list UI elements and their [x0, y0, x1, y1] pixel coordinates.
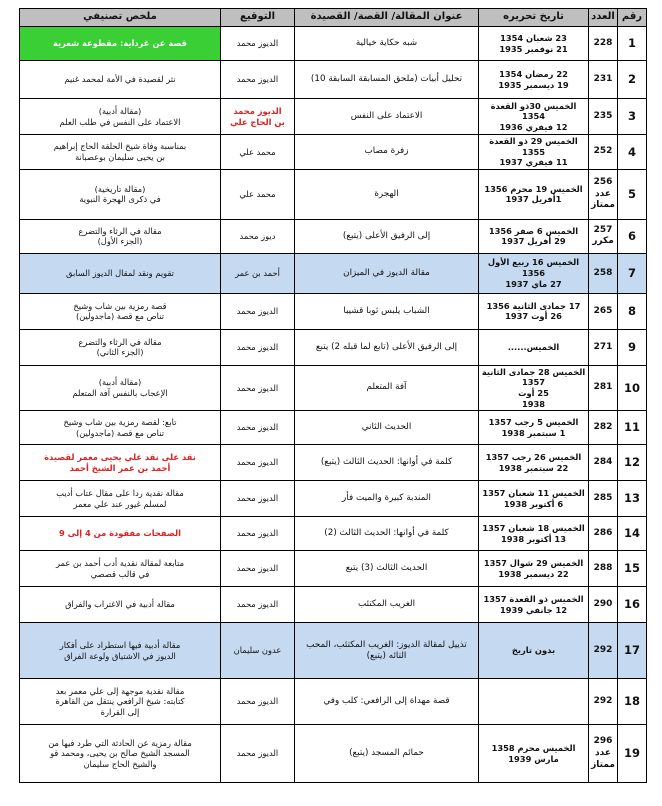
article-title: كلمة في أوانها: الحديث الثالث (يتبع) [295, 445, 479, 481]
table-row [20, 329, 647, 365]
header-summary: ملخص تصنيفي [20, 9, 221, 27]
table-row [20, 293, 647, 329]
table-row [20, 481, 647, 517]
signature: عدون سليمان [221, 623, 295, 679]
signature: الديوز محمد [221, 551, 295, 587]
classification-summary: مقالة في الرثاء والتضرع (الجزء الأول) [20, 219, 221, 253]
table-row [20, 411, 647, 445]
classification-summary: قصة عن غرداية: مقطوعة شعرية [20, 27, 221, 61]
issue-number: 286 [589, 517, 618, 551]
date-written: الخميس 19 محرم 1356 1أفريل 1937 [479, 169, 589, 219]
date-written: 23 شعبان 1354 21 نوفمبر 1935 [479, 27, 589, 61]
row-number: 3 [618, 99, 647, 135]
row-number: 18 [618, 679, 647, 725]
date-written: الخميس 30ذو القعدة 1354 12 فيفري 1936 [479, 99, 589, 135]
issue-number: 284 [589, 445, 618, 481]
table-row [20, 27, 647, 61]
issue-number: 288 [589, 551, 618, 587]
classification-summary: نقد على نقد علي يحيى معمر لقصيدة أحمد بن عمر الشيخ أحمد [20, 445, 221, 481]
article-title: الشباب يلبس ثوبا قشيبا [295, 293, 479, 329]
classification-summary: مقالة نقدية ردا على مقال عتاب أديب لمسلم غيور عند علي معمر [20, 481, 221, 517]
signature: الديوز محمد [221, 293, 295, 329]
table-row [20, 365, 647, 410]
date-written: الخميس 16 ربيع الأول 1356 27 ماي 1937 [479, 253, 589, 293]
row-number: 2 [618, 61, 647, 99]
table-row [20, 623, 647, 679]
signature: الديوز محمد [221, 587, 295, 623]
signature: الديوز محمد [221, 27, 295, 61]
signature: ديوز محمد [221, 219, 295, 253]
article-title: حمائم المسجد (يتبع) [295, 725, 479, 783]
issue-number: 282 [589, 411, 618, 445]
signature: محمد علي [221, 169, 295, 219]
classification-summary: نثر لقصيدة في الأمة لمحمد غنيم [20, 61, 221, 99]
table-row [20, 725, 647, 783]
issue-number: 265 [589, 293, 618, 329]
classification-summary: متابعة لمقالة نقدية أدب أحمد بن عمر في قالب قصصي [20, 551, 221, 587]
classification-summary: مقالة في الرثاء والتضرع (الجزء الثاني) [20, 329, 221, 365]
classification-summary: تابع: لقصة رمزية بين شاب وشيخ تناص مع قصة (ماجدولين) [20, 411, 221, 445]
header-title: عنوان المقالة/ القصة/ القصيدة [295, 9, 479, 27]
header-signature: التوقيع [221, 9, 295, 27]
classification-summary: مقالة أدبية فيها استطراد على أفكار الديوز في الاشتياق ولوعة الفراق [20, 623, 221, 679]
issue-number: 228 [589, 27, 618, 61]
article-title: شبه حكاية خيالية [295, 27, 479, 61]
article-title: الحديث الثاني [295, 411, 479, 445]
signature: الديوز محمد [221, 481, 295, 517]
date-written: الخميس 26 رجب 1357 22 سبتمبر 1938 [479, 445, 589, 481]
classification-summary: مقالة أدبية في الاغتراب والفراق [20, 587, 221, 623]
classification-summary: بمناسبة وفاة شيخ الحلقة الحاج إبراهيم بن يحيى سليمان بوعصبانة [20, 135, 221, 170]
signature: الديوز محمد [221, 61, 295, 99]
issue-number: 257 مكرر [589, 219, 618, 253]
signature: محمد علي [221, 135, 295, 170]
table-row [20, 135, 647, 170]
classification-summary: قصة رمزية بين شاب وشيخ تناص مع قصة (ماجدولين) [20, 293, 221, 329]
table-row [20, 61, 647, 99]
row-number: 6 [618, 219, 647, 253]
table-row [20, 169, 647, 219]
date-written: الخميس 28 جمادى الثانية 1357 25 أوت 1938 [479, 365, 589, 410]
issue-number: 285 [589, 481, 618, 517]
article-title: قصة مهداة إلى الرافعي: كلب وفي [295, 679, 479, 725]
header-issue: العدد [589, 9, 618, 27]
row-number: 4 [618, 135, 647, 170]
classification-summary: (مقالة أدبية) الإعجاب بالنفس آفة المتعلم [20, 365, 221, 410]
row-number: 19 [618, 725, 647, 783]
article-title: إلى الرفيق الأعلى (يتبع) [295, 219, 479, 253]
row-number: 13 [618, 481, 647, 517]
issue-number: 256 عدد ممتاز [589, 169, 618, 219]
signature: الديوز محمد [221, 411, 295, 445]
article-title: مقالة الديوز في الميزان [295, 253, 479, 293]
signature: الديوز محمد [221, 329, 295, 365]
table-row [20, 587, 647, 623]
article-title: تذييل لمقالة الديوز: الغريب المكتئب، المحب التائه (يتبع) [295, 623, 479, 679]
signature: الديوز محمد بن الحاج علي [221, 99, 295, 135]
classification-summary: مقالة رمزية عن الحادثة التي طرد فيها من المسجد الشيخ صالح بن يحيى، ومحمد قو والشيخ الحاج سليمان [20, 725, 221, 783]
signature: الديوز محمد [221, 517, 295, 551]
classification-summary: (مقالة أدبية) الاعتماد على النفس في طلب العلم [20, 99, 221, 135]
issue-number: 281 [589, 365, 618, 410]
date-written: الخميس...... [479, 329, 589, 365]
issue-number: 271 [589, 329, 618, 365]
row-number: 15 [618, 551, 647, 587]
article-title: المندبة كبيرة والميت فأر [295, 481, 479, 517]
table-row [20, 679, 647, 725]
classification-summary: تقويم ونقد لمقال الديوز السابق [20, 253, 221, 293]
row-number: 7 [618, 253, 647, 293]
article-title: آفة المتعلم [295, 365, 479, 410]
table-row [20, 517, 647, 551]
article-title: تحليل أبيات (ملحق المسابقة السابقة 10) [295, 61, 479, 99]
article-title: الحديث الثالث (3) يتبع [295, 551, 479, 587]
issue-number: 296 عدد ممتاز [589, 725, 618, 783]
header-date: تاريخ تحريره [479, 9, 589, 27]
table-row [20, 551, 647, 587]
date-written: بدون تاريخ [479, 623, 589, 679]
date-written: الخميس 18 شعبان 1357 13 أكتوبر 1938 [479, 517, 589, 551]
date-written: الخميس 11 شعبان 1357 6 أكتوبر 1938 [479, 481, 589, 517]
date-written: الخميس 6 صفر 1356 29 أفريل 1937 [479, 219, 589, 253]
date-written [479, 679, 589, 725]
row-number: 11 [618, 411, 647, 445]
classification-summary: (مقالة تاريخية) في ذكرى الهجرة النبوية [20, 169, 221, 219]
signature: الديوز محمد [221, 679, 295, 725]
row-number: 9 [618, 329, 647, 365]
signature: الديوز محمد [221, 445, 295, 481]
signature: أحمد بن عمر [221, 253, 295, 293]
articles-table [19, 8, 647, 783]
issue-number: 292 [589, 679, 618, 725]
issue-number: 258 [589, 253, 618, 293]
issue-number: 252 [589, 135, 618, 170]
date-written: الخميس ذو القعدة 1357 12 جانفي 1939 [479, 587, 589, 623]
article-title: زفرة مصاب [295, 135, 479, 170]
article-title: إلى الرفيق الأعلى (تابع لما قبله 2) يتبع [295, 329, 479, 365]
date-written: الخميس 5 رجب 1357 1 سبتمبر 1938 [479, 411, 589, 445]
row-number: 12 [618, 445, 647, 481]
row-number: 17 [618, 623, 647, 679]
signature: الديوز محمد [221, 725, 295, 783]
date-written: 17 جمادى الثانية 1356 26 أوت 1937 [479, 293, 589, 329]
article-title: كلمة في أوانها: الحديث الثالث (2) [295, 517, 479, 551]
article-title: الهجرة [295, 169, 479, 219]
row-number: 8 [618, 293, 647, 329]
table-row [20, 253, 647, 293]
issue-number: 235 [589, 99, 618, 135]
date-written: 22 رمضان 1354 19 ديسمبر 1935 [479, 61, 589, 99]
table-body [20, 27, 647, 783]
classification-summary: مقالة نقدية موجهة إلى علي معمر بعد كتابته: شيخ الرافعي ينتقل من القاهرة إلى القرارة [20, 679, 221, 725]
date-written: الخميس 29 شوال 1357 22 ديسمبر 1938 [479, 551, 589, 587]
date-written: الخميس 29 ذو القعدة 1355 11 فيفري 1937 [479, 135, 589, 170]
issue-number: 231 [589, 61, 618, 99]
date-written: الخميس محرم 1358 مارس 1939 [479, 725, 589, 783]
row-number: 10 [618, 365, 647, 410]
header-row [20, 9, 647, 27]
table-row [20, 445, 647, 481]
row-number: 14 [618, 517, 647, 551]
table-row [20, 99, 647, 135]
row-number: 5 [618, 169, 647, 219]
signature: الديوز محمد [221, 365, 295, 410]
article-title: الاعتماد على النفس [295, 99, 479, 135]
header-number: رقم [618, 9, 647, 27]
row-number: 16 [618, 587, 647, 623]
issue-number: 290 [589, 587, 618, 623]
article-title: الغريب المكتئب [295, 587, 479, 623]
issue-number: 292 [589, 623, 618, 679]
table-row [20, 219, 647, 253]
classification-summary: الصفحات مفقودة من 4 إلى 9 [20, 517, 221, 551]
row-number: 1 [618, 27, 647, 61]
